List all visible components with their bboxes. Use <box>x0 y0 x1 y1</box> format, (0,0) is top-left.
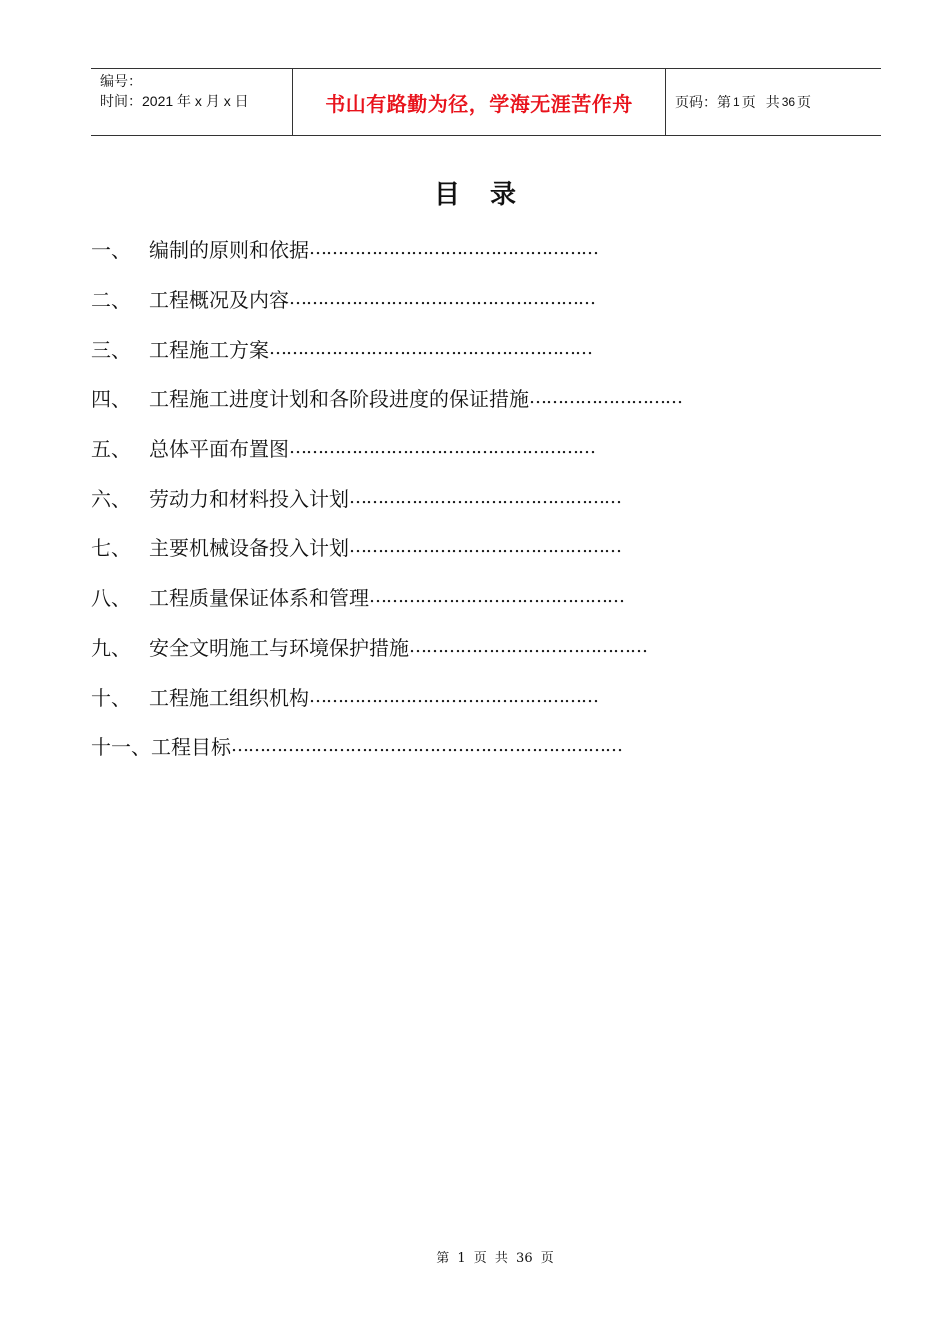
toc-item[interactable] <box>91 522 741 572</box>
toc-item-leader: …………………………………………… <box>309 238 598 260</box>
toc-item-number: 十、 <box>91 685 131 710</box>
page-current: 1 <box>733 95 740 109</box>
toc-item-text: 工程施工方案 <box>149 337 269 362</box>
toc-item-text: 工程施工进度计划和各阶段进度的保证措施 <box>149 387 529 412</box>
toc-item-leader: …………………………………………………………… <box>231 735 622 757</box>
toc-title <box>0 174 950 211</box>
toc-item-number: 二、 <box>91 288 131 313</box>
toc-item-number: 五、 <box>91 437 131 462</box>
toc-item[interactable] <box>91 671 741 721</box>
toc-item[interactable] <box>91 224 741 274</box>
page-total-prefix: 共 <box>765 94 780 110</box>
document-header <box>91 68 881 136</box>
toc-item-number: 一、 <box>91 238 131 263</box>
toc-item[interactable] <box>91 323 741 373</box>
page-number-cell <box>666 69 881 135</box>
table-of-contents <box>91 224 741 771</box>
toc-item[interactable] <box>91 423 741 473</box>
toc-item-text: 工程目标 <box>151 735 231 760</box>
toc-item-number: 四、 <box>91 387 131 412</box>
toc-item[interactable] <box>91 572 741 622</box>
toc-item-number: 八、 <box>91 586 131 611</box>
toc-item-text: 劳动力和材料投入计划 <box>149 486 349 511</box>
header-motto: 书山有路勤为径，学海无涯苦作舟 <box>325 91 633 116</box>
page-prefix: 页码：第 <box>675 94 731 110</box>
toc-item-text: 工程施工组织机构 <box>149 685 309 710</box>
serial-number-label: 编号： <box>100 73 142 89</box>
toc-item-number: 三、 <box>91 337 131 362</box>
toc-item-number: 九、 <box>91 635 131 660</box>
toc-item-number: 十一、 <box>91 735 151 760</box>
toc-item-leader: …………………………………………… <box>309 685 598 707</box>
toc-item-text: 主要机械设备投入计划 <box>149 536 349 561</box>
date-text: 时间：2021 年 x 月 x 日 <box>100 93 249 109</box>
toc-item-text: 工程质量保证体系和管理 <box>149 586 369 611</box>
toc-item-number: 七、 <box>91 536 131 561</box>
toc-item-text: 安全文明施工与环境保护措施 <box>149 635 409 660</box>
page-total: 36 <box>781 95 796 109</box>
toc-item-leader: ……………………… <box>529 387 682 409</box>
motto-cell <box>293 69 666 135</box>
page-suffix: 页 <box>797 94 812 110</box>
footer-page-number: 第 1 页 共 36 页 <box>436 1251 554 1266</box>
toc-item[interactable] <box>91 373 741 423</box>
toc-item-text: 编制的原则和依据 <box>149 238 309 263</box>
toc-title-char-1: 目 <box>433 180 460 210</box>
toc-item-leader: ………………………………………………… <box>269 337 592 359</box>
toc-item-leader: ………………………………………… <box>349 536 621 558</box>
toc-item-leader: ……………………………………………… <box>289 288 595 310</box>
toc-item-number: 六、 <box>91 486 131 511</box>
toc-item[interactable] <box>91 721 741 771</box>
toc-title-char-2: 录 <box>490 180 517 210</box>
toc-item-leader: ………………………………………… <box>349 486 621 508</box>
toc-item-text: 工程概况及内容 <box>149 288 289 313</box>
toc-item[interactable] <box>91 622 741 672</box>
page-footer <box>0 1247 950 1266</box>
toc-item-leader: ……………………………………………… <box>289 437 595 459</box>
toc-item[interactable] <box>91 274 741 324</box>
toc-item-text: 总体平面布置图 <box>149 437 289 462</box>
toc-item[interactable] <box>91 472 741 522</box>
toc-item-leader: ……………………………………… <box>369 586 624 608</box>
toc-item-leader: …………………………………… <box>409 635 647 657</box>
header-meta-cell <box>91 69 293 135</box>
page-mid: 页 <box>741 94 756 110</box>
